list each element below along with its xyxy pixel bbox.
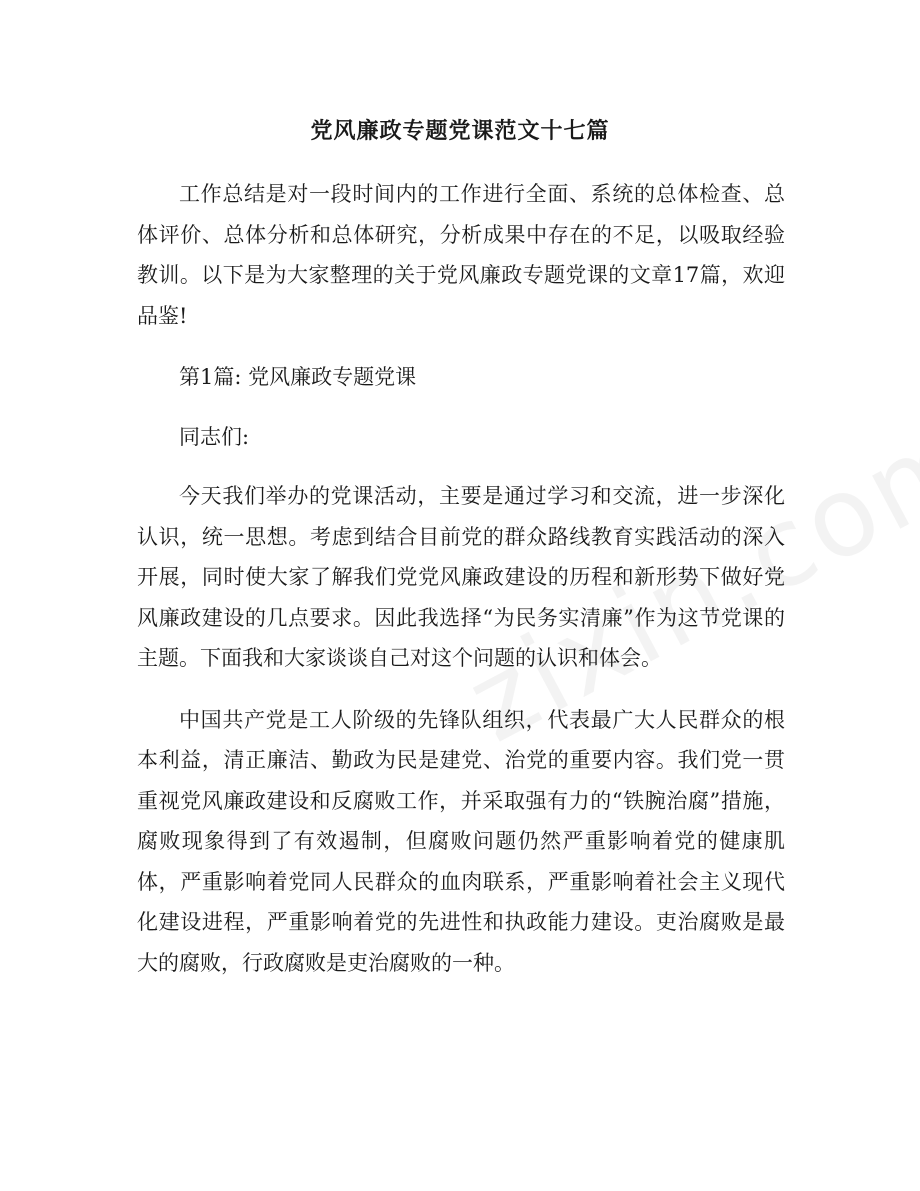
intro-paragraph: 工作总结是对一段时间内的工作进行全面、系统的总体检查、总体评价、总体分析和总体研究，分析成果中存在的不足，以吸取经验教训。以下是为大家整理的关于党风廉政专题党课的文章17篇，欢迎品鉴! — [137, 182, 785, 328]
salutation: 同志们: — [179, 424, 250, 449]
body-paragraph: 今天我们举办的党课活动，主要是通过学习和交流，进一步深化认识，统一思想。考虑到结合目前党的群众路线教育实践活动的深入开展，同时使大家了解我们党党风廉政建设的历程和新形势下做好党风廉政建设的几点要求。因此我选择“为民务实清廉”作为这节党课的主题。下面我和大家谈谈自己对这个问题的认识和体会。 — [137, 484, 785, 670]
document-title: 党风廉政专题党课范文十七篇 — [310, 118, 610, 144]
document-body — [137, 174, 785, 1004]
body-paragraph: 中国共产党是工人阶级的先锋队组织，代表最广大人民群众的根本利益，清正廉洁、勤政为民是建党、治党的重要内容。我们党一贯重视党风廉政建设和反腐败工作，并采取强有力的“铁腕治腐”措施，腐败现象得到了有效遏制，但腐败问题仍然严重影响着党的健康肌体，严重影响着党同人民群众的血肉联系，严重影响着社会主义现代化建设进程，严重影响着党的先进性和执政能力建设。吏治腐败是最大的腐败，行政腐败是吏治腐败的一种。 — [137, 707, 785, 975]
section-heading: 第1篇: 党风廉政专题党课 — [179, 365, 417, 389]
